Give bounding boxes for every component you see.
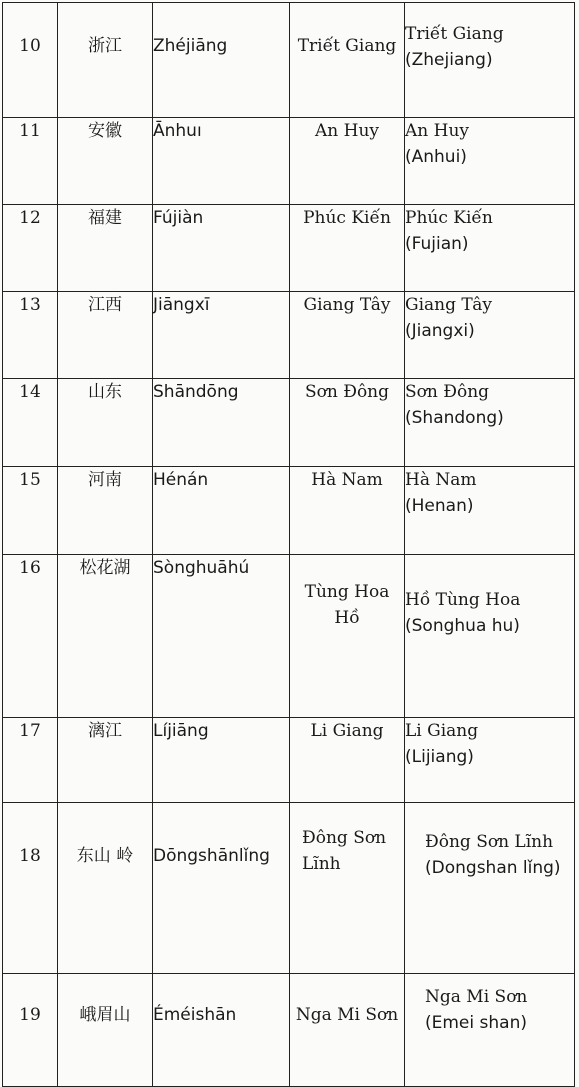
table-row: [3, 379, 575, 467]
vietnamese-cell: Hà Nam: [290, 467, 405, 555]
combined-cell: [405, 555, 575, 718]
row-number: 13: [3, 292, 58, 379]
vietnamese-cell: Sơn Đông: [290, 379, 405, 467]
hanzi-cell: 山东: [58, 379, 153, 467]
combined-romanized: (Jiangxi): [405, 321, 475, 342]
combined-vietnamese: Hồ Tùng Hoa: [405, 590, 521, 610]
hanzi-cell: 松花湖: [58, 555, 153, 718]
combined-cell: [405, 205, 575, 292]
combined-vietnamese: Giang Tây: [405, 295, 492, 315]
combined-cell: [405, 467, 575, 555]
row-number: 14: [3, 379, 58, 467]
pinyin-cell: Ānhuı: [153, 118, 290, 205]
hanzi-cell: 安徽: [58, 118, 153, 205]
combined-cell: [405, 379, 575, 467]
table-row: [3, 718, 575, 803]
pinyin-cell: Dōngshānlǐng: [153, 803, 290, 974]
combined-vietnamese: An Huy: [405, 121, 470, 141]
hanzi-cell: 河南: [58, 467, 153, 555]
table-row: [3, 205, 575, 292]
vietnamese-cell: Đông Sơn Lĩnh: [290, 803, 405, 974]
combined-vietnamese: Sơn Đông: [405, 382, 490, 402]
vietnamese-cell: Phúc Kiến: [290, 205, 405, 292]
combined-cell: [405, 718, 575, 803]
table-row: [3, 292, 575, 379]
combined-vietnamese: Nga Mi Sơn: [425, 987, 528, 1007]
combined-vietnamese: Li Giang: [405, 721, 479, 741]
combined-romanized: (Lijiang): [405, 747, 474, 768]
vietnamese-cell: An Huy: [290, 118, 405, 205]
table-row: [3, 974, 575, 1087]
combined-romanized: (Shandong): [405, 408, 504, 429]
pinyin-cell: Hénán: [153, 467, 290, 555]
row-number: 19: [3, 974, 58, 1087]
hanzi-cell: 漓江: [58, 718, 153, 803]
place-names-table: [2, 2, 575, 1087]
pinyin-cell: Éméishān: [153, 974, 290, 1087]
row-number: 12: [3, 205, 58, 292]
pinyin-cell: Líjiāng: [153, 718, 290, 803]
combined-cell: [405, 803, 575, 974]
combined-cell: [405, 118, 575, 205]
row-number: 15: [3, 467, 58, 555]
table-body: [3, 3, 575, 1087]
vietnamese-cell: Tùng Hoa Hồ: [290, 555, 405, 718]
combined-romanized: (Dongshan lǐng): [425, 858, 561, 879]
combined-vietnamese: Phúc Kiến: [405, 208, 493, 228]
combined-romanized: (Songhua hu): [405, 616, 520, 637]
pinyin-cell: Zhéjiāng: [153, 3, 290, 118]
hanzi-cell: 东山 岭: [58, 803, 153, 974]
pinyin-cell: Jiāngxī: [153, 292, 290, 379]
vietnamese-cell: Nga Mi Sơn: [290, 974, 405, 1087]
combined-romanized: (Henan): [405, 496, 474, 517]
combined-romanized: (Fujian): [405, 234, 469, 255]
table-row: [3, 555, 575, 718]
row-number: 17: [3, 718, 58, 803]
hanzi-cell: 江西: [58, 292, 153, 379]
vietnamese-cell: Li Giang: [290, 718, 405, 803]
row-number: 16: [3, 555, 58, 718]
combined-cell: [405, 292, 575, 379]
row-number: 18: [3, 803, 58, 974]
vietnamese-cell: Triết Giang: [290, 3, 405, 118]
combined-cell: [405, 3, 575, 118]
hanzi-cell: 峨眉山: [58, 974, 153, 1087]
combined-romanized: (Emei shan): [425, 1013, 527, 1034]
pinyin-cell: Shāndōng: [153, 379, 290, 467]
vietnamese-cell: Giang Tây: [290, 292, 405, 379]
hanzi-cell: 福建: [58, 205, 153, 292]
row-number: 11: [3, 118, 58, 205]
combined-vietnamese: Hà Nam: [405, 470, 477, 490]
pinyin-cell: Fújiàn: [153, 205, 290, 292]
combined-vietnamese: Đông Sơn Lĩnh: [425, 832, 554, 852]
combined-vietnamese: Triết Giang: [405, 24, 504, 44]
pinyin-cell: Sònghuāhú: [153, 555, 290, 718]
table-row: [3, 3, 575, 118]
table-row: [3, 118, 575, 205]
hanzi-cell: 浙江: [58, 3, 153, 118]
combined-romanized: (Anhui): [405, 147, 467, 168]
table-row: [3, 803, 575, 974]
row-number: 10: [3, 3, 58, 118]
combined-cell: [405, 974, 575, 1087]
table-row: [3, 467, 575, 555]
combined-romanized: (Zhejiang): [405, 50, 493, 71]
